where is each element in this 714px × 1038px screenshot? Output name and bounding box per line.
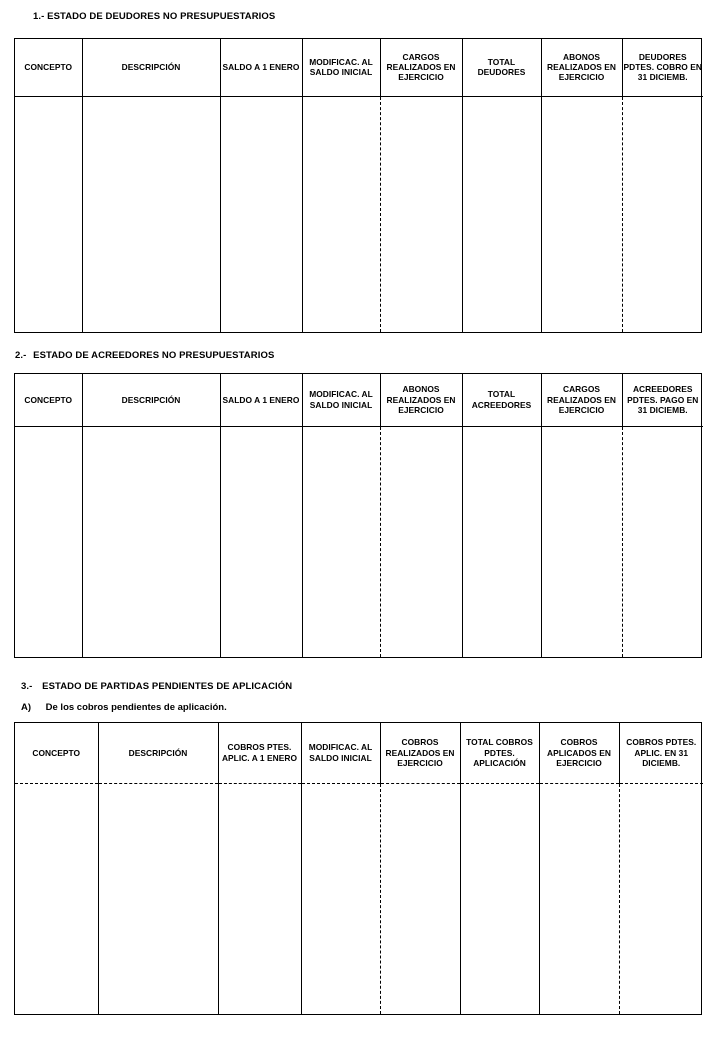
- table-acreedores-header: [15, 374, 703, 426]
- col-header-descripcion: DESCRIPCIÓN: [82, 374, 220, 426]
- table-cobros-pendientes: [15, 723, 703, 1014]
- col-header-deudores-pdtes-cobro: DEUDORES PDTES. COBRO EN 31 DICIEMB.: [622, 39, 703, 96]
- table-deudores-body: [15, 96, 703, 332]
- cell-deudores-pdtes-cobro[interactable]: [622, 96, 703, 332]
- cell-abonos-realizados-en-ejercicio[interactable]: [380, 426, 462, 657]
- cell-cargos-realizados-en-ejercicio[interactable]: [380, 96, 462, 332]
- cell-modificac-al-saldo-inicial[interactable]: [301, 783, 380, 1014]
- section-2-heading: [15, 350, 274, 362]
- col-header-cobros-ptes-aplic-a-1-enero: COBROS PTES. APLIC. A 1 ENERO: [218, 723, 301, 783]
- col-header-concepto: CONCEPTO: [15, 39, 82, 96]
- table-empty-row[interactable]: [15, 426, 703, 657]
- section-1-heading: [33, 11, 275, 23]
- cell-cobros-realizados-en-ejercicio[interactable]: [380, 783, 460, 1014]
- cell-modificac-al-saldo-inicial[interactable]: [302, 426, 380, 657]
- table-acreedores-body: [15, 426, 703, 657]
- cell-concepto[interactable]: [15, 783, 98, 1014]
- col-header-abonos-realizados-en-ejercicio: ABONOS REALIZADOS EN EJERCICIO: [541, 39, 622, 96]
- table-cobros-header: [15, 723, 703, 783]
- cell-saldo-a-1-enero[interactable]: [220, 96, 302, 332]
- col-header-saldo-a-1-enero: SALDO A 1 ENERO: [220, 39, 302, 96]
- col-header-total-cobros-pdtes-aplicacion: TOTAL COBROS PDTES. APLICACIÓN: [460, 723, 539, 783]
- col-header-saldo-a-1-enero: SALDO A 1 ENERO: [220, 374, 302, 426]
- section-3-subsection-heading: [21, 702, 227, 714]
- col-header-cargos-realizados-en-ejercicio: CARGOS REALIZADOS EN EJERCICIO: [380, 39, 462, 96]
- table-empty-row[interactable]: [15, 783, 703, 1014]
- cell-acreedores-pdtes-pago[interactable]: [622, 426, 703, 657]
- col-header-modificac-al-saldo-inicial: MODIFICAC. AL SALDO INICIAL: [302, 39, 380, 96]
- col-header-modificac-al-saldo-inicial: MODIFICAC. AL SALDO INICIAL: [302, 374, 380, 426]
- table-deudores: [15, 39, 703, 332]
- cell-concepto[interactable]: [15, 96, 82, 332]
- cell-cobros-pdtes-aplic-en-31-diciemb[interactable]: [619, 783, 703, 1014]
- col-header-concepto: CONCEPTO: [15, 374, 82, 426]
- cell-cobros-aplicados-en-ejercicio[interactable]: [539, 783, 619, 1014]
- col-header-descripcion: DESCRIPCIÓN: [98, 723, 218, 783]
- table-header-row: [15, 374, 703, 426]
- col-header-cargos-realizados-en-ejercicio: CARGOS REALIZADOS EN EJERCICIO: [541, 374, 622, 426]
- cell-total-deudores[interactable]: [462, 96, 541, 332]
- cell-concepto[interactable]: [15, 426, 82, 657]
- cell-descripcion[interactable]: [82, 426, 220, 657]
- section-2-title-text: ESTADO DE ACREEDORES NO PRESUPUESTARIOS: [33, 350, 275, 361]
- col-header-total-acreedores: TOTAL ACREEDORES: [462, 374, 541, 426]
- table-cobros-pendientes-aplicacion: [14, 722, 702, 1015]
- col-header-modificac-al-saldo-inicial: MODIFICAC. AL SALDO INICIAL: [301, 723, 380, 783]
- subsection-text: De los cobros pendientes de aplicación.: [45, 702, 227, 713]
- col-header-abonos-realizados-en-ejercicio: ABONOS REALIZADOS EN EJERCICIO: [380, 374, 462, 426]
- cell-descripcion[interactable]: [82, 96, 220, 332]
- section-3-heading: [21, 681, 292, 693]
- col-header-cobros-realizados-en-ejercicio: COBROS REALIZADOS EN EJERCICIO: [380, 723, 460, 783]
- section-3-title-text: ESTADO DE PARTIDAS PENDIENTES DE APLICACIÓN: [42, 681, 293, 692]
- col-header-acreedores-pdtes-pago: ACREEDORES PDTES. PAGO EN 31 DICIEMB.: [622, 374, 703, 426]
- col-header-cobros-pdtes-aplic-en-31-diciemb: COBROS PDTES. APLIC. EN 31 DICIEMB.: [619, 723, 703, 783]
- table-acreedores-no-presupuestarios: [14, 373, 702, 658]
- table-cobros-body: [15, 783, 703, 1014]
- cell-descripcion[interactable]: [98, 783, 218, 1014]
- section-3-number: 3.-: [21, 681, 33, 692]
- col-header-cobros-aplicados-en-ejercicio: COBROS APLICADOS EN EJERCICIO: [539, 723, 619, 783]
- section-1-number: 1.-: [33, 11, 45, 22]
- cell-total-acreedores[interactable]: [462, 426, 541, 657]
- cell-saldo-a-1-enero[interactable]: [220, 426, 302, 657]
- cell-modificac-al-saldo-inicial[interactable]: [302, 96, 380, 332]
- table-empty-row[interactable]: [15, 96, 703, 332]
- table-header-row: [15, 723, 703, 783]
- section-1-title-text: ESTADO DE DEUDORES NO PRESUPUESTARIOS: [47, 11, 276, 22]
- cell-total-cobros-pdtes-aplicacion[interactable]: [460, 783, 539, 1014]
- table-deudores-no-presupuestarios: [14, 38, 702, 333]
- col-header-total-deudores: TOTAL DEUDORES: [462, 39, 541, 96]
- col-header-concepto: CONCEPTO: [15, 723, 98, 783]
- cell-cargos-realizados-en-ejercicio[interactable]: [541, 426, 622, 657]
- subsection-letter: A): [21, 702, 32, 713]
- table-deudores-header: [15, 39, 703, 96]
- section-2-number: 2.-: [15, 350, 27, 361]
- cell-abonos-realizados-en-ejercicio[interactable]: [541, 96, 622, 332]
- table-header-row: [15, 39, 703, 96]
- table-acreedores: [15, 374, 703, 657]
- cell-cobros-ptes-aplic-a-1-enero[interactable]: [218, 783, 301, 1014]
- col-header-descripcion: DESCRIPCIÓN: [82, 39, 220, 96]
